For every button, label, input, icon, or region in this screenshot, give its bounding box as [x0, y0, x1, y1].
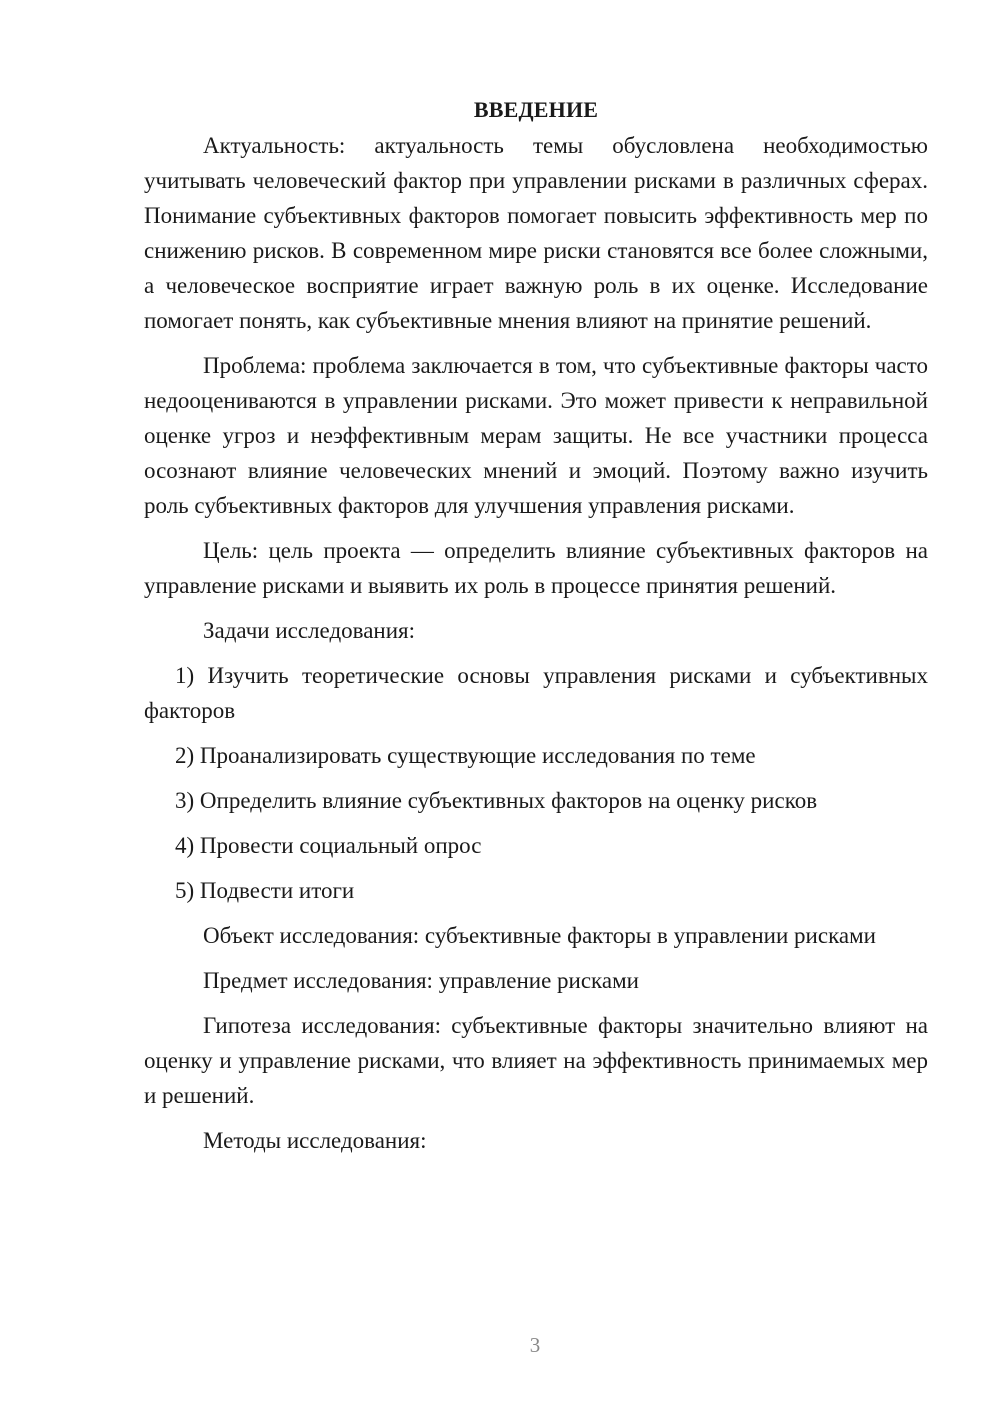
list-item: 1) Изучить теоретические основы управления рисками и субъективных факторов	[144, 663, 928, 723]
methods-heading: Методы исследования:	[203, 1128, 427, 1153]
tasks-heading: Задачи исследования:	[203, 618, 416, 643]
relevance-paragraph: Актуальность: актуальность темы обусловлена необходимостью учитывать человеческий фактор при управлении рисками в различных сферах. Понимание субъективных факторов помогает повысить эффективность мер по снижению рисков. В современном мире риски становятся все более сложными, а человеческое восприятие играет важную роль в их оценке. Исследование помогает понять, как субъективные мнения влияют на принятие решений.	[144, 133, 928, 333]
section-title: ВВЕДЕНИЕ	[473, 97, 599, 122]
page-number: 3	[529, 1333, 541, 1357]
object-paragraph: Объект исследования: субъективные факторы в управлении рисками	[203, 923, 876, 948]
document-body	[144, 92, 928, 1168]
list-item: 3) Определить влияние субъективных факторов на оценку рисков	[175, 788, 818, 813]
list-item: 2) Проанализировать существующие исследования по теме	[175, 743, 756, 768]
hypothesis-paragraph: Гипотеза исследования: субъективные факторы значительно влияют на оценку и управление рисками, что влияет на эффективность принимаемых мер и решений.	[144, 1013, 928, 1108]
goal-paragraph: Цель: цель проекта — определить влияние субъективных факторов на управление рисками и выявить их роль в процессе принятия решений.	[144, 538, 928, 598]
subject-paragraph: Предмет исследования: управление рисками	[203, 968, 639, 993]
list-item: 5) Подвести итоги	[175, 878, 355, 903]
problem-paragraph: Проблема: проблема заключается в том, что субъективные факторы часто недооцениваются в управлении рисками. Это может привести к неправильной оценке угроз и неэффективным мерам защиты. Не все участники процесса осознают влияние человеческих мнений и эмоций. Поэтому важно изучить роль субъективных факторов для улучшения управления рисками.	[144, 353, 928, 518]
list-item: 4) Провести социальный опрос	[175, 833, 482, 858]
tasks-list	[144, 658, 928, 908]
